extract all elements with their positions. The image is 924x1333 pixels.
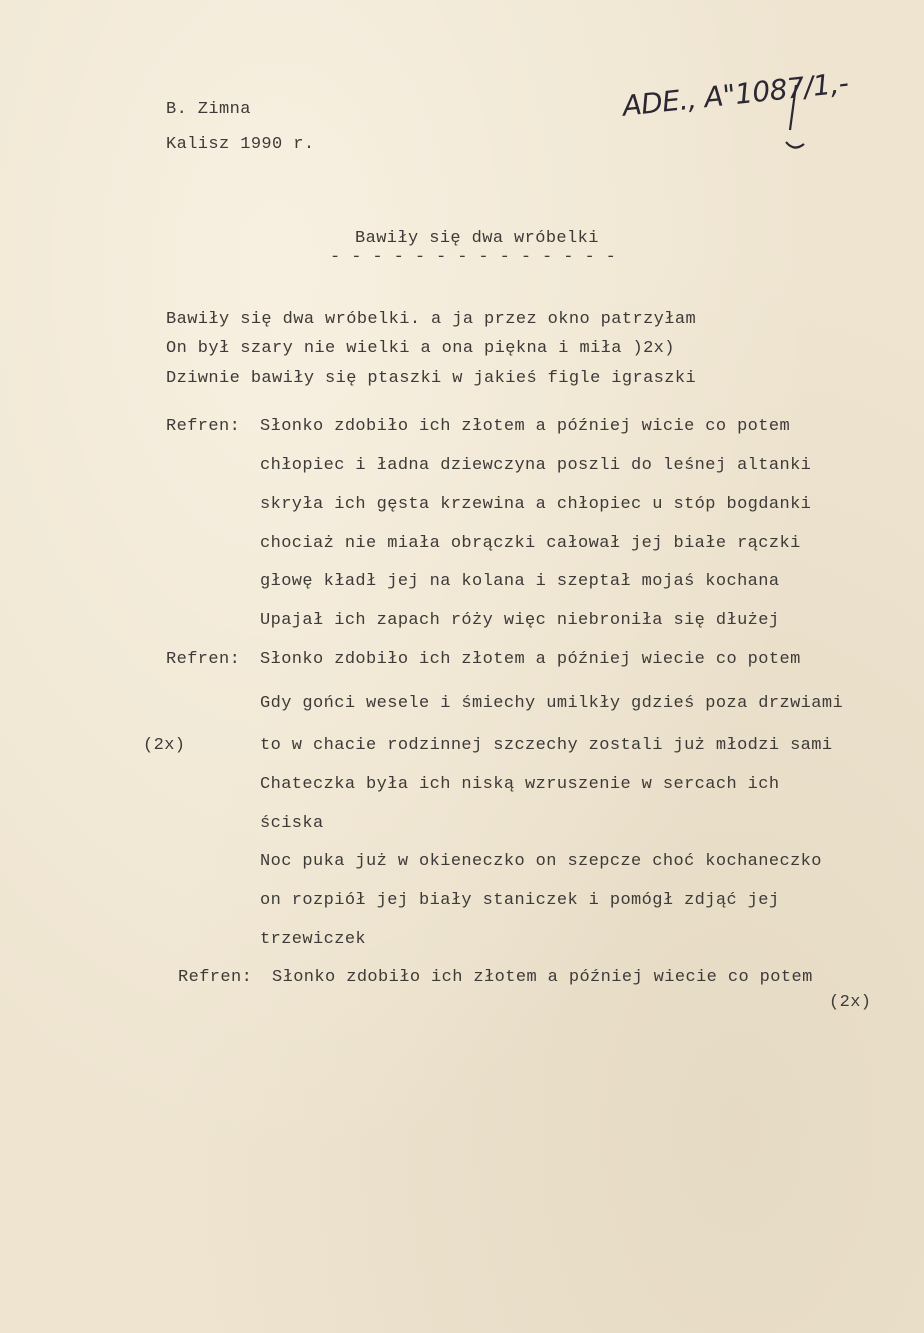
verse2-line-2: to w chacie rodzinnej szczechy zostali już młodzi sami	[260, 736, 833, 755]
refrain-repeat-note: (2x)	[829, 993, 872, 1012]
refrain-label-2: Refren:	[166, 650, 241, 669]
intro-line-1: Bawiły się dwa wróbelki. a ja przez okno patrzyłam	[166, 310, 697, 329]
verse2-line-7: trzewiczek	[260, 930, 367, 949]
verse1-line-2: skryła ich gęsta krzewina a chłopiec u stóp bogdanki	[260, 495, 812, 514]
intro-line-3: Dziwnie bawiły się ptaszki w jakieś figle igraszki	[166, 369, 697, 388]
verse1-line-5: Upajał ich zapach róży więc niebroniła się dłużej	[260, 611, 780, 630]
place-date-line: Kalisz 1990 r.	[166, 135, 315, 154]
verse2-line-6: on rozpiół jej biały staniczek i pomógł zdjąć jej	[260, 891, 780, 910]
refrain-line-1: Słonko zdobiło ich złotem a później wicie co potem	[260, 417, 791, 436]
archive-check-mark	[776, 80, 816, 160]
refrain-label-3: Refren:	[178, 968, 253, 987]
repeat-note: (2x)	[143, 736, 186, 755]
verse1-line-1: chłopiec i ładna dziewczyna poszli do leśnej altanki	[260, 456, 812, 475]
intro-line-2: On był szary nie wielki a ona piękna i miła )2x)	[166, 339, 675, 358]
refrain-line-2: Słonko zdobiło ich złotem a później wiecie co potem	[260, 650, 801, 669]
archive-mark: ADE., A"1087/1,-	[620, 66, 850, 123]
refrain-label-1: Refren:	[166, 417, 241, 436]
verse2-line-4: ściska	[260, 814, 324, 833]
verse2-line-1: Gdy gońci wesele i śmiechy umilkły gdzieś poza drzwiami	[260, 694, 844, 713]
author-line: B. Zimna	[166, 100, 251, 119]
title-underline: - - - - - - - - - - - - - -	[330, 248, 617, 267]
verse1-line-4: głowę kładł jej na kolana i szeptał mojaś kochana	[260, 572, 780, 591]
verse2-line-5: Noc puka już w okieneczko on szepcze choć kochaneczko	[260, 852, 822, 871]
verse1-line-3: chociaż nie miała obrączki całował jej białe rączki	[260, 534, 801, 553]
song-title: Bawiły się dwa wróbelki	[355, 229, 599, 248]
verse2-line-3: Chateczka była ich niską wzruszenie w sercach ich	[260, 775, 780, 794]
refrain-line-3: Słonko zdobiło ich złotem a później wiecie co potem	[272, 968, 813, 987]
